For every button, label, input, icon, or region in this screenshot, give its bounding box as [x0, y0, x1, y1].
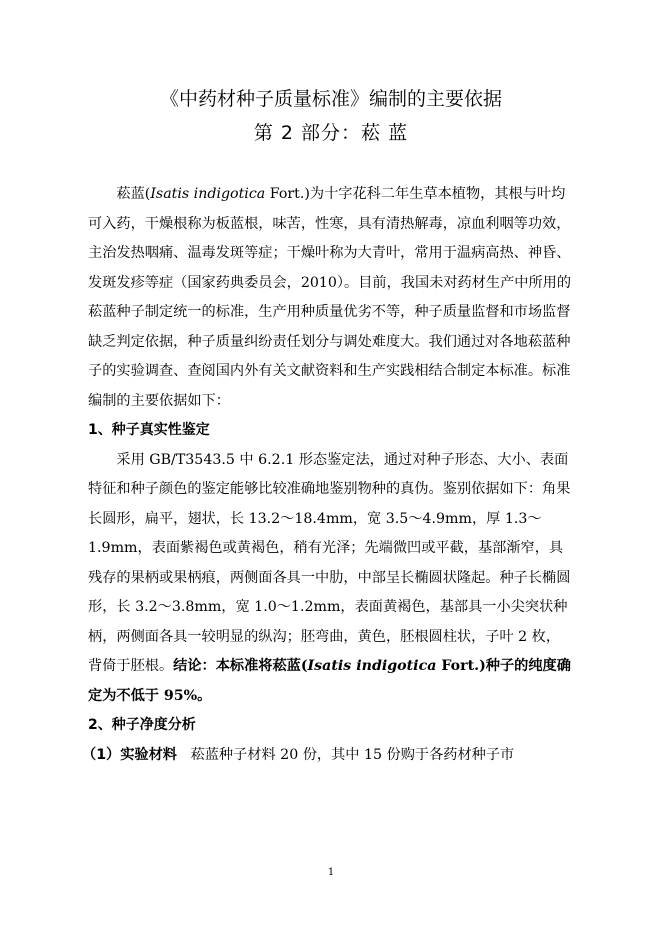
conclusion-text: Fort.)种子的纯度确定为不低于 95%。	[88, 658, 571, 704]
section-2-subheading: （1）实验材料	[82, 746, 177, 763]
section-1-paragraph	[88, 446, 574, 712]
section-2-text: 菘蓝种子材料 20 份，其中 15 份购于各药材种子市	[190, 746, 515, 763]
intro-lead: 菘蓝(	[116, 186, 151, 202]
document-title: 《中药材种子质量标准》编制的主要依据	[159, 88, 502, 110]
conclusion-lead: 结论：本标准将菘蓝(	[173, 658, 308, 674]
conclusion-latin-name: Isatis indigotica	[307, 658, 437, 674]
section-1-heading: 1、种子真实性鉴定	[88, 422, 210, 438]
intro-paragraph	[88, 180, 574, 416]
page-number: 1	[327, 867, 335, 878]
intro-latin-name: Isatis indigotica	[150, 186, 266, 202]
document-subtitle: 第 2 部分：菘 蓝	[253, 122, 409, 144]
section-1-text: 采用 GB/T3543.5 中 6.2.1 形态鉴定法，通过对种子形态、大小、表面特征和种子颜色的鉴定能够比较准确地鉴别物种的真伪。鉴别依据如下：角果长圆形，扁平，翅状，长 13.2～18.4mm，宽 3.5～4.9mm，厚 1.3～1.9mm，表面紫褐色或黄褐色，稍有光泽；先端微凹或平截，基部渐窄，具残存的果柄或果柄痕，两侧面各具一中肋，中部呈长椭圆状隆起。种子长椭圆形，长 3.2～3.8mm，宽 1.0～1.2mm，表面黄褐色，基部具一小尖突状种柄，两侧面各具一较明显的纵沟；胚弯曲，黄色，胚根圆柱状，子叶 2 枚，背倚于胚根。	[88, 451, 571, 674]
section-2-paragraph	[82, 741, 574, 771]
section-2-heading: 2、种子净度分析	[88, 717, 196, 733]
document-body	[82, 180, 574, 770]
intro-text: Fort.)为十字花科二年生草本植物，其根与叶均可入药，干燥根称为板蓝根，味苦，性寒，具有清热解毒，凉血利咽等功效，主治发热咽痛、温毒发斑等症；干燥叶称为大青叶，常用于温病高热、神昏、发斑发疹等症（国家药典委员会，2010）。目前，我国未对药材生产中所用的菘蓝种子制定统一的标准，生产用种质量优劣不等，种子质量监督和市场监督缺乏判定依据，种子质量纠纷责任划分与调处难度大。我们通过对各地菘蓝种子的实验调查、查阅国内外有关文献资料和生产实践相结合制定本标准。标准编制的主要依据如下：	[88, 186, 572, 409]
